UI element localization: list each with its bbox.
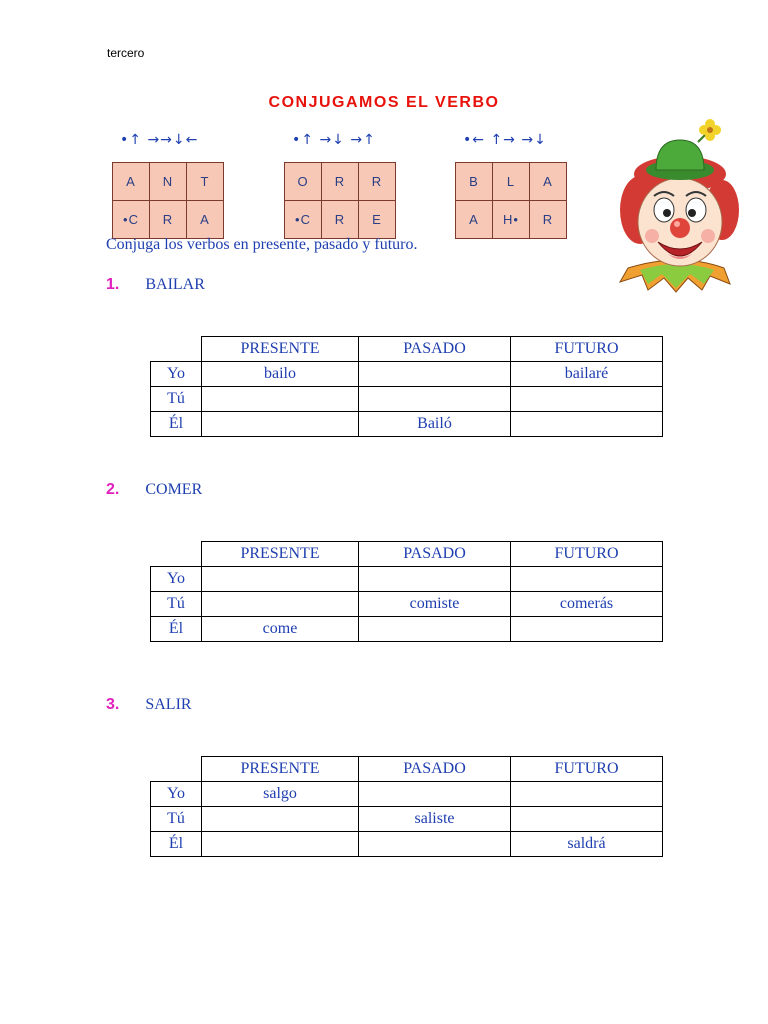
table-header-row — [151, 757, 663, 782]
grade-label: tercero — [107, 46, 145, 60]
column-header: FUTURO — [511, 757, 663, 782]
conjugation-table-3 — [150, 756, 663, 857]
table-row — [151, 782, 663, 807]
row-label: Él — [151, 832, 202, 857]
row-label: Él — [151, 412, 202, 437]
section-number: 1. — [106, 276, 120, 293]
table-header-row — [151, 337, 663, 362]
section-3-heading — [106, 696, 192, 714]
puzzle-cell: R — [322, 201, 359, 239]
table-row — [151, 412, 663, 437]
puzzle-cell: •C — [113, 201, 150, 239]
row-label: Yo — [151, 567, 202, 592]
row-label: Tú — [151, 807, 202, 832]
column-header: PRESENTE — [202, 542, 359, 567]
puzzle-cell: L — [493, 163, 530, 201]
table-corner — [151, 542, 202, 567]
puzzle-2-grid — [284, 162, 396, 239]
answer-cell[interactable]: bailaré — [511, 362, 663, 387]
answer-cell[interactable] — [359, 567, 511, 592]
puzzle-cell: A — [456, 201, 493, 239]
row-label: Él — [151, 617, 202, 642]
answer-cell[interactable] — [511, 567, 663, 592]
puzzle-cell: T — [187, 163, 224, 201]
section-verb: SALIR — [145, 696, 192, 713]
answer-cell[interactable]: bailo — [202, 362, 359, 387]
puzzle-cell: R — [530, 201, 567, 239]
table-row — [151, 362, 663, 387]
answer-cell[interactable]: saldrá — [511, 832, 663, 857]
row-label: Yo — [151, 782, 202, 807]
section-1-heading — [106, 276, 205, 294]
table-row — [151, 387, 663, 412]
answer-cell[interactable]: comiste — [359, 592, 511, 617]
puzzle-cell: R — [150, 201, 187, 239]
puzzle-cell: A — [113, 163, 150, 201]
answer-cell[interactable] — [202, 567, 359, 592]
puzzle-cell: E — [359, 201, 396, 239]
answer-cell[interactable]: comerás — [511, 592, 663, 617]
answer-cell[interactable] — [511, 807, 663, 832]
puzzle-cell: O — [285, 163, 322, 201]
answer-cell[interactable] — [359, 832, 511, 857]
answer-cell[interactable] — [202, 412, 359, 437]
conjugation-table-2 — [150, 541, 663, 642]
answer-cell[interactable] — [511, 617, 663, 642]
table-row — [151, 567, 663, 592]
puzzle-3-hint: •← ↑→ →↓ — [463, 132, 547, 148]
table-row — [151, 592, 663, 617]
row-label: Tú — [151, 592, 202, 617]
column-header: FUTURO — [511, 542, 663, 567]
column-header: PRESENTE — [202, 757, 359, 782]
puzzle-cell: H• — [493, 201, 530, 239]
answer-cell[interactable] — [202, 832, 359, 857]
table-header-row — [151, 542, 663, 567]
answer-cell[interactable]: salgo — [202, 782, 359, 807]
section-verb: COMER — [145, 481, 203, 498]
answer-cell[interactable]: Bailó — [359, 412, 511, 437]
section-2-heading — [106, 481, 202, 499]
section-verb: BAILAR — [145, 276, 205, 293]
section-number: 3. — [106, 696, 120, 713]
puzzle-2-hint: •↑ →↓ →↑ — [292, 132, 376, 148]
table-row — [151, 832, 663, 857]
puzzle-1-hint: •↑ →→↓← — [120, 132, 199, 148]
row-label: Tú — [151, 387, 202, 412]
puzzle-3-grid — [455, 162, 567, 239]
answer-cell[interactable] — [359, 362, 511, 387]
section-number: 2. — [106, 481, 120, 498]
table-row — [151, 807, 663, 832]
table-corner — [151, 337, 202, 362]
answer-cell[interactable] — [511, 782, 663, 807]
row-label: Yo — [151, 362, 202, 387]
page-title: CONJUGAMOS EL VERBO — [268, 94, 500, 111]
answer-cell[interactable] — [202, 592, 359, 617]
answer-cell[interactable] — [511, 412, 663, 437]
column-header: FUTURO — [511, 337, 663, 362]
clown-icon — [618, 118, 743, 294]
conjugation-table-1 — [150, 336, 663, 437]
answer-cell[interactable]: saliste — [359, 807, 511, 832]
column-header: PASADO — [359, 542, 511, 567]
answer-cell[interactable] — [511, 387, 663, 412]
table-row — [151, 617, 663, 642]
puzzle-cell: A — [187, 201, 224, 239]
puzzle-cell: R — [359, 163, 396, 201]
answer-cell[interactable]: come — [202, 617, 359, 642]
puzzle-cell: A — [530, 163, 567, 201]
column-header: PRESENTE — [202, 337, 359, 362]
puzzle-cell: •C — [285, 201, 322, 239]
instruction-text: Conjuga los verbos en presente, pasado y futuro. — [106, 236, 418, 253]
answer-cell[interactable] — [202, 387, 359, 412]
answer-cell[interactable] — [359, 617, 511, 642]
column-header: PASADO — [359, 337, 511, 362]
answer-cell[interactable] — [359, 387, 511, 412]
puzzle-cell: R — [322, 163, 359, 201]
answer-cell[interactable] — [202, 807, 359, 832]
puzzle-cell: B — [456, 163, 493, 201]
puzzle-cell: N — [150, 163, 187, 201]
answer-cell[interactable] — [359, 782, 511, 807]
table-corner — [151, 757, 202, 782]
puzzle-1-grid — [112, 162, 224, 239]
column-header: PASADO — [359, 757, 511, 782]
